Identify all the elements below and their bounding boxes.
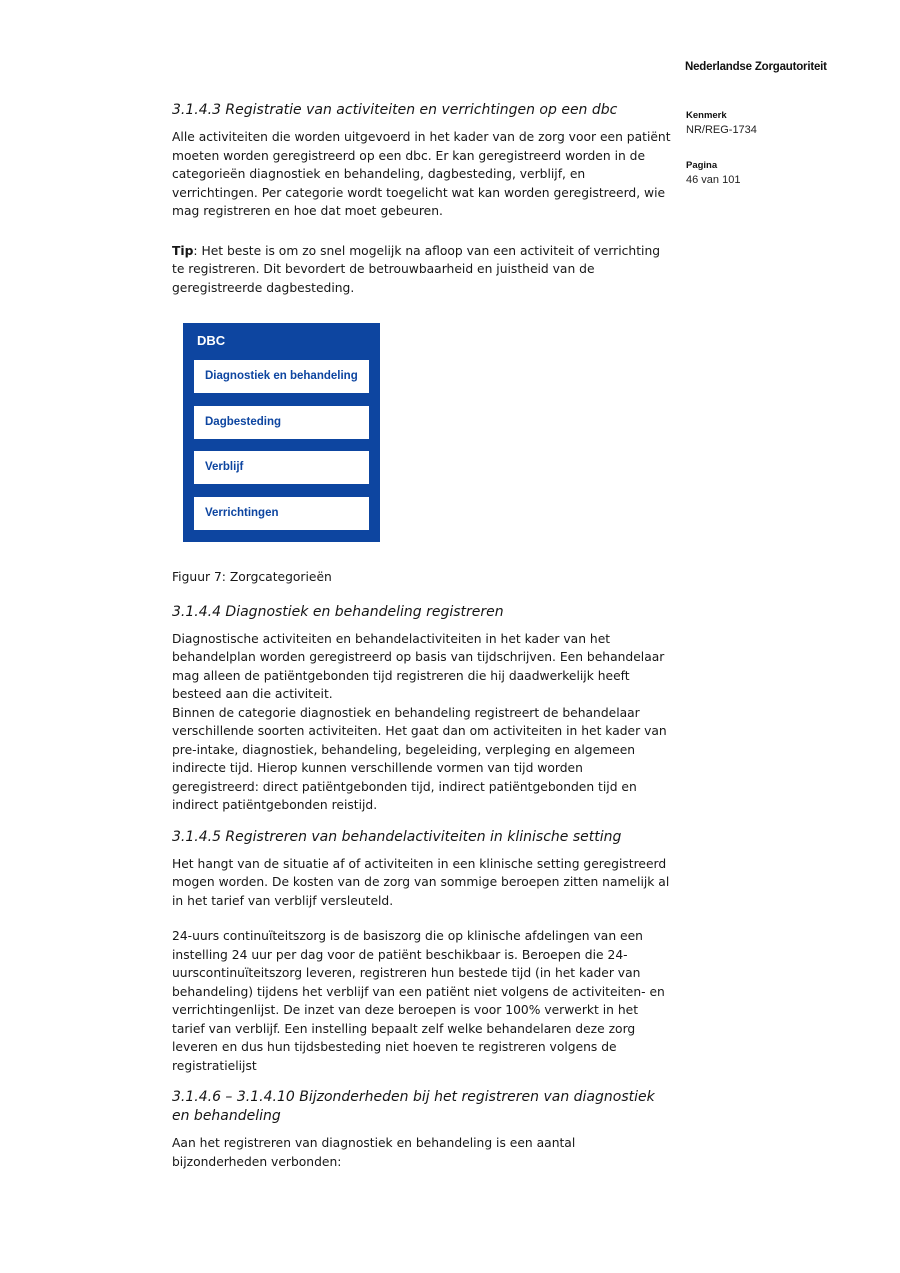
paragraph-klinische-setting-1: Het hangt van de situatie af of activiteiten in een klinische setting geregistreerd mogen worden. De kosten van de zorg van sommige beroepen zitten namelijk al in het tarief van verblijf versleuteld. — [172, 856, 670, 908]
paragraph-diagnostiek-2: Binnen de categorie diagnostiek en behandeling registreert de behandelaar verschillende soorten activiteiten. Het gaat dan om activiteiten in het kader van pre-intake, diagnostiek, behandeling, begeleiding, verpleging en algemeen indirecte tijd. Hierop kunnen verschillende vormen van tijd worden geregistreerd: direct patiëntgebonden tijd, indirect patiëntgebonden tijd en indirect patiëntgebonden reistijd. — [172, 705, 667, 812]
tip-label: Tip — [172, 243, 194, 258]
section-heading-3-1-4-3: 3.1.4.3 Registratie van activiteiten en verrichtingen op een dbc — [172, 102, 618, 118]
meta-panel — [686, 110, 856, 186]
main-text-column — [172, 101, 673, 1171]
kenmerk-value: NR/REG-1734 — [686, 124, 757, 136]
tip-text: : Het beste is om zo snel mogelijk na afloop van een activiteit of verrichting te registreren. Dit bevordert de betrouwbaarheid en juistheid van de geregistreerde dagbesteding. — [172, 243, 661, 295]
dbc-figure — [183, 323, 380, 542]
kenmerk-label: Kenmerk — [686, 110, 727, 121]
paragraph-diagnostiek-1: Diagnostische activiteiten en behandelactiviteiten in het kader van het behandelplan worden geregistreerd op basis van tijdschrijven. Een behandelaar mag alleen de patiëntgebonden tijd registreren die hij daadwerkelijk heeft besteed aan die activiteit. — [172, 631, 665, 701]
tip-paragraph — [172, 242, 673, 298]
figure-caption: Figuur 7: Zorgcategorieën — [172, 570, 332, 584]
section-heading-3-1-4-5: 3.1.4.5 Registreren van behandelactiviteiten in klinische setting — [172, 828, 622, 845]
section-heading-3-1-4-4: 3.1.4.4 Diagnostiek en behandeling registreren — [172, 603, 504, 620]
pagina-group — [686, 160, 856, 186]
dbc-category-verblijf: Verblijf — [194, 451, 369, 484]
paragraph-bijzonderheden: Aan het registreren van diagnostiek en behandeling is een aantal bijzonderheden verbonden: — [172, 1136, 576, 1169]
dbc-category-dagbesteding: Dagbesteding — [194, 406, 369, 439]
section-heading-3-1-4-6: 3.1.4.6 – 3.1.4.10 Bijzonderheden bij het registreren van diagnostiek en behandeling — [172, 1089, 655, 1124]
dbc-category-verrichtingen: Verrichtingen — [194, 497, 369, 530]
dbc-category-diagnostiek: Diagnostiek en behandeling — [194, 360, 369, 393]
paragraph-registratie-dbc: Alle activiteiten die worden uitgevoerd in het kader van de zorg voor een patiënt moeten worden geregistreerd op een dbc. Er kan geregistreerd worden in de categorieën diagnostiek en behandeling, dagbesteding, verblijf, en verrichtingen. Per categorie wordt toegelicht wat kan worden geregistreerd, wie mag registreren en hoe dat moet gebeuren. — [172, 130, 671, 218]
dbc-figure-title: DBC — [197, 333, 226, 348]
kenmerk-group — [686, 110, 856, 136]
paragraph-klinische-setting-2: 24-uurs continuïteitszorg is de basiszorg die op klinische afdelingen van een instelling 24 uur per dag voor de patiënt beschikbaar is. Beroepen die 24-uurscontinuïteitszorg leveren, registreren hun bestede tijd (in het kader van behandeling) tijdens het verblijf van een patiënt niet volgens de activiteiten- en verrichtingenlijst. De inzet van deze beroepen is voor 100% verwerkt in het tarief van verblijf. Een instelling bepaalt zelf welke behandelaren deze zorg leveren en dus hun tijdsbesteding niet hoeven te registreren volgens de registratielijst — [172, 929, 665, 1073]
pagina-label: Pagina — [686, 160, 718, 171]
organisation-name: Nederlandse Zorgautoriteit — [685, 61, 827, 73]
pagina-value: 46 van 101 — [686, 174, 741, 186]
